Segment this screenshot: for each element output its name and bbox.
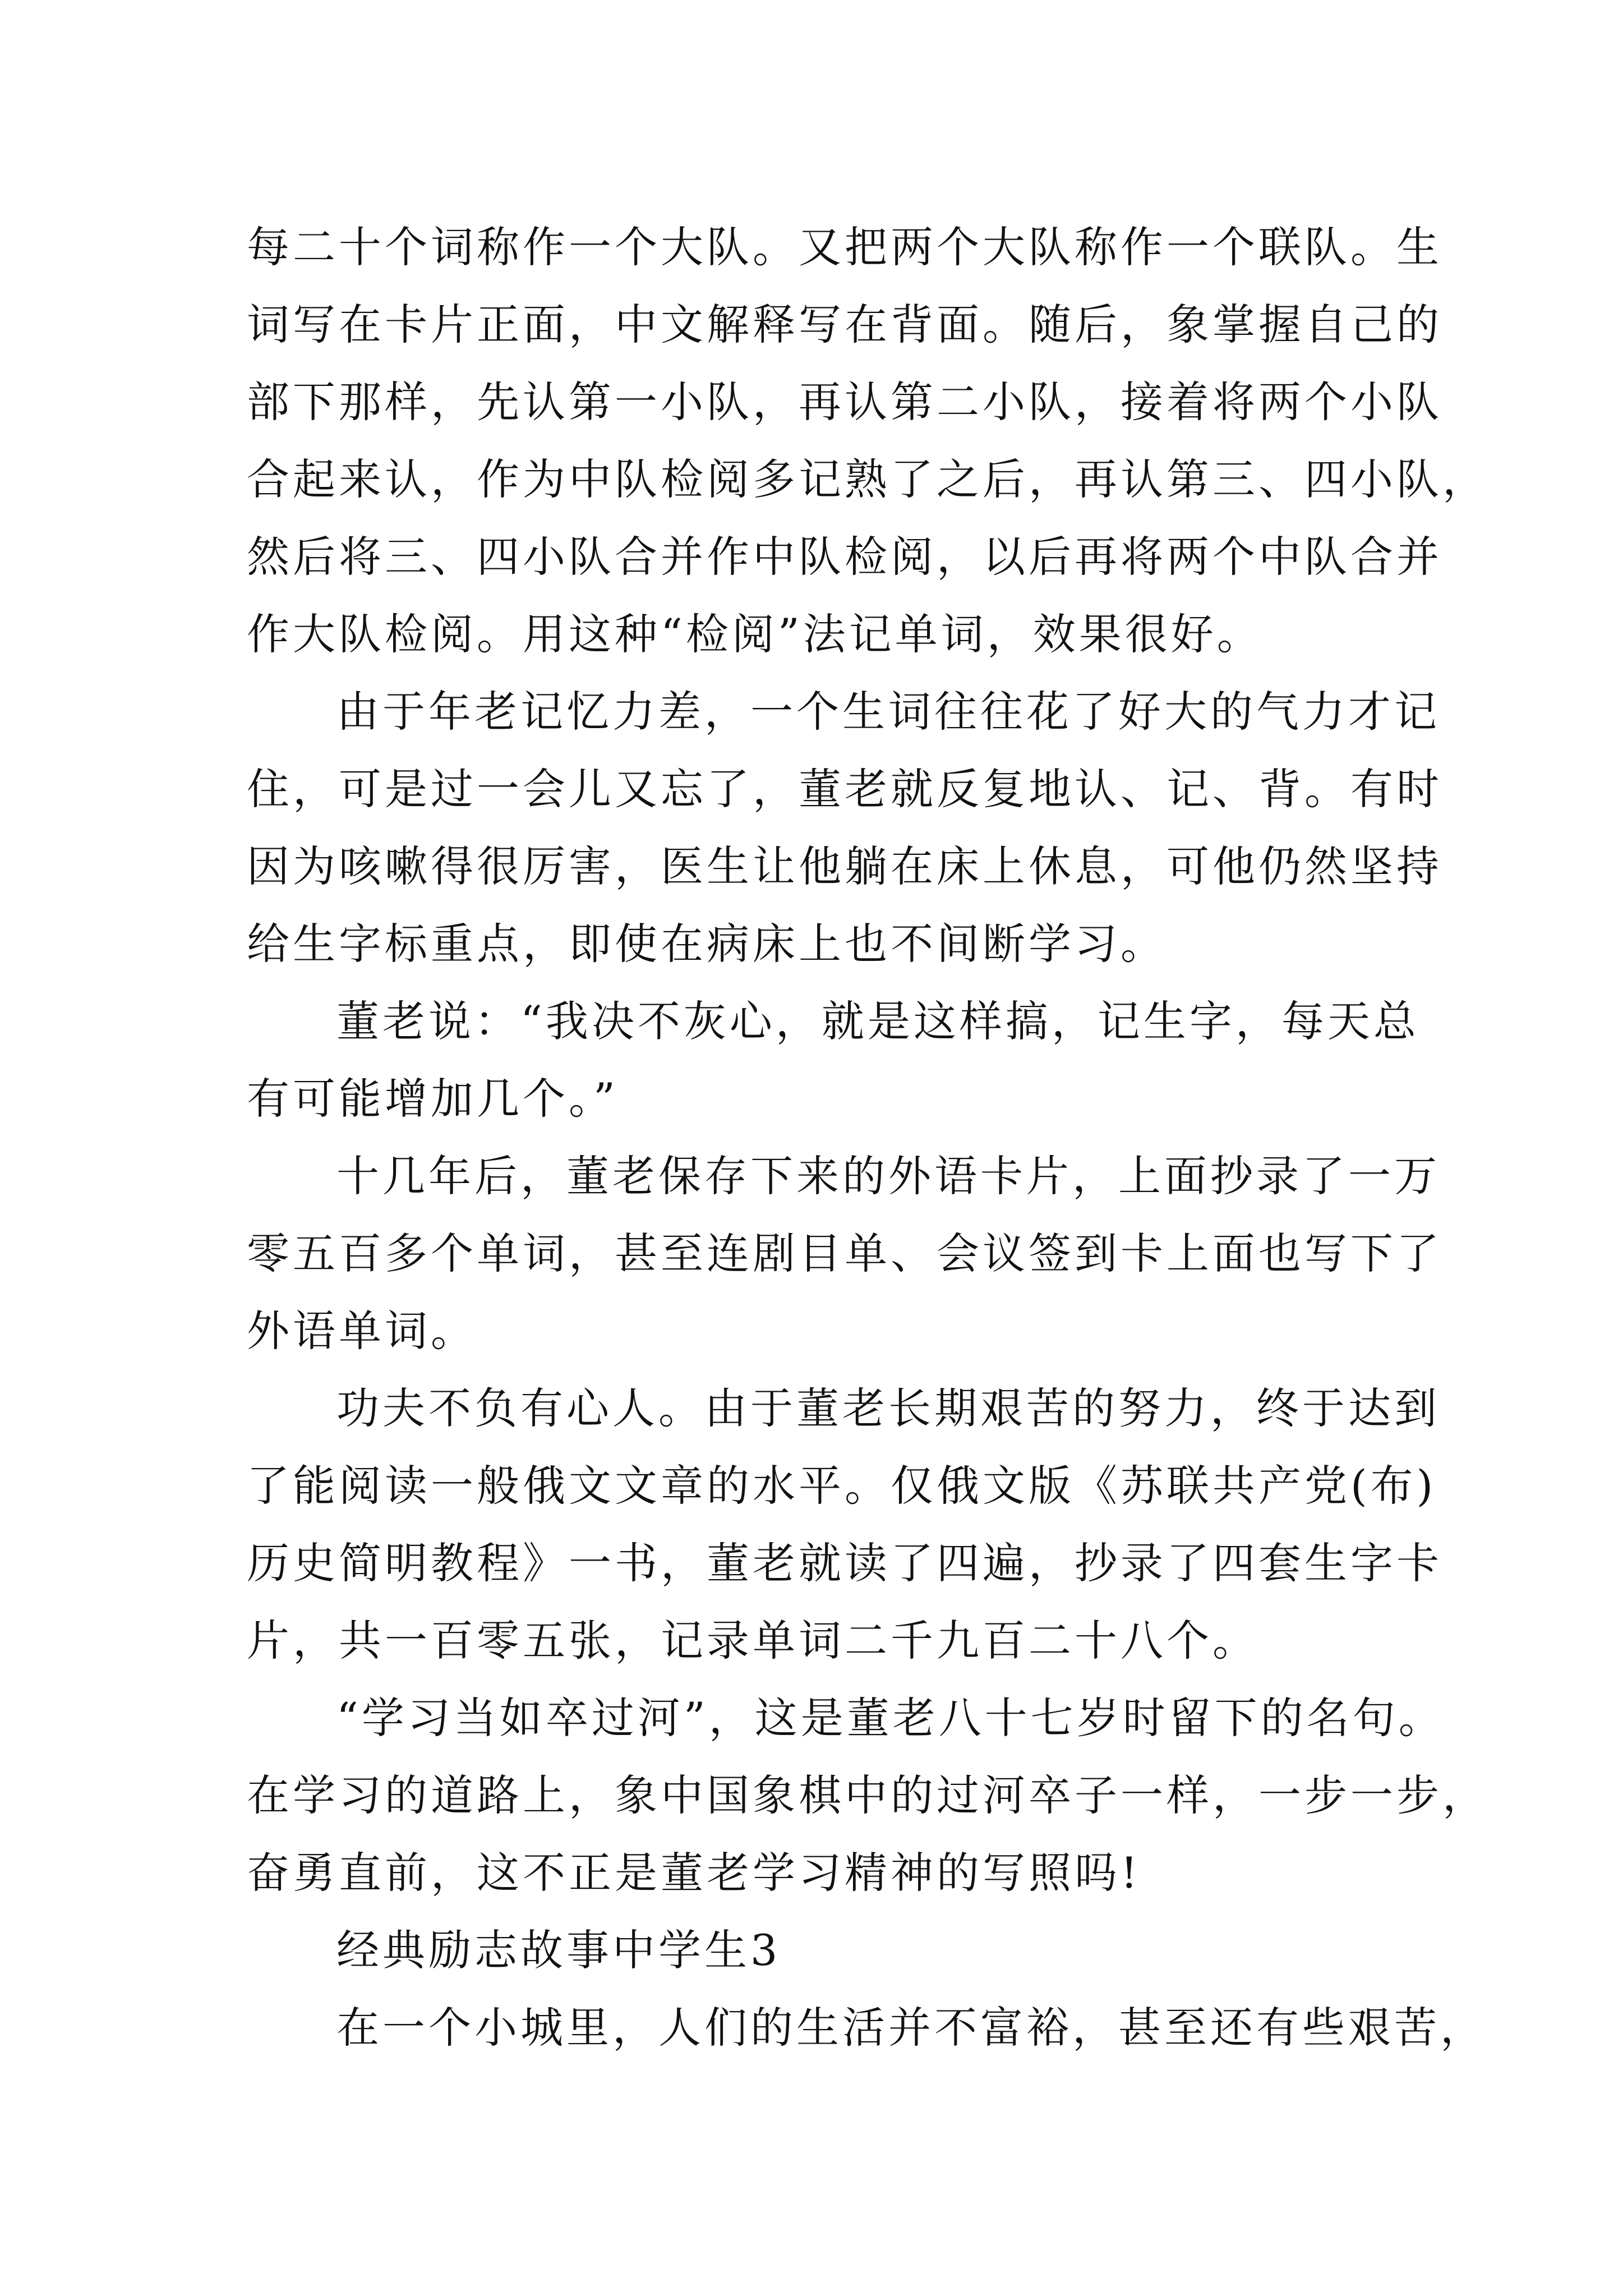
text-line: 外语单词。 [247,1306,477,1356]
section-heading: 经典励志故事中学生3 [336,1925,781,1975]
document-body [247,209,1488,2067]
text-line: 部下那样，先认第一小队，再认第二小队，接着将两个小队 [247,377,1442,427]
text-line: 词写在卡片正面，中文解释写在背面。随后，象掌握自己的 [247,300,1442,349]
paragraph-start-line: 在一个小城里，人们的生活并不富裕，甚至还有些艰苦， [336,2003,1486,2053]
text-line: 因为咳嗽得很厉害，医生让他躺在床上休息，可他仍然坚持 [247,841,1442,891]
text-line: 有可能增加几个。” [247,1074,619,1124]
paragraph-start-line: 董老说：“我决不灰心，就是这样搞，记生字，每天总 [336,996,1419,1046]
text-line: 零五百多个单词，甚至连剧目单、会议签到卡上面也写下了 [247,1228,1442,1278]
text-line: 给生字标重点，即使在病床上也不间断学习。 [247,919,1166,969]
text-line: 合起来认，作为中队检阅多记熟了之后，再认第三、四小队， [247,454,1488,504]
text-line: 历史简明教程》一书，董老就读了四遍，抄录了四套生字卡 [247,1538,1442,1588]
text-line: 在学习的道路上，象中国象棋中的过河卒子一样，一步一步， [247,1770,1488,1820]
paragraph-start-line: 十几年后，董老保存下来的外语卡片，上面抄录了一万 [336,1151,1440,1201]
text-line: 片，共一百零五张，记录单词二千九百二十八个。 [247,1616,1258,1665]
paragraph-start-line: 功夫不负有心人。由于董老长期艰苦的努力，终于达到 [336,1383,1440,1433]
text-line: 每二十个词称作一个大队。又把两个大队称作一个联队。生 [247,222,1442,272]
text-line: 奋勇直前，这不正是董老学习精神的写照吗! [247,1848,1141,1898]
text-line: 作大队检阅。用这种“检阅”法记单词，效果很好。 [247,609,1263,659]
paragraph-start-line: 由于年老记忆力差，一个生词往往花了好大的气力才记 [336,687,1440,737]
text-line: 然后将三、四小队合并作中队检阅，以后再将两个中队合并 [247,532,1442,582]
text-line: 了能阅读一般俄文文章的水平。仅俄文版《苏联共产党(布) [247,1461,1437,1511]
paragraph-start-line: “学习当如卒过河”，这是董老八十七岁时留下的名句。 [336,1693,1445,1743]
text-line: 住，可是过一会儿又忘了，董老就反复地认、记、背。有时 [247,764,1442,814]
